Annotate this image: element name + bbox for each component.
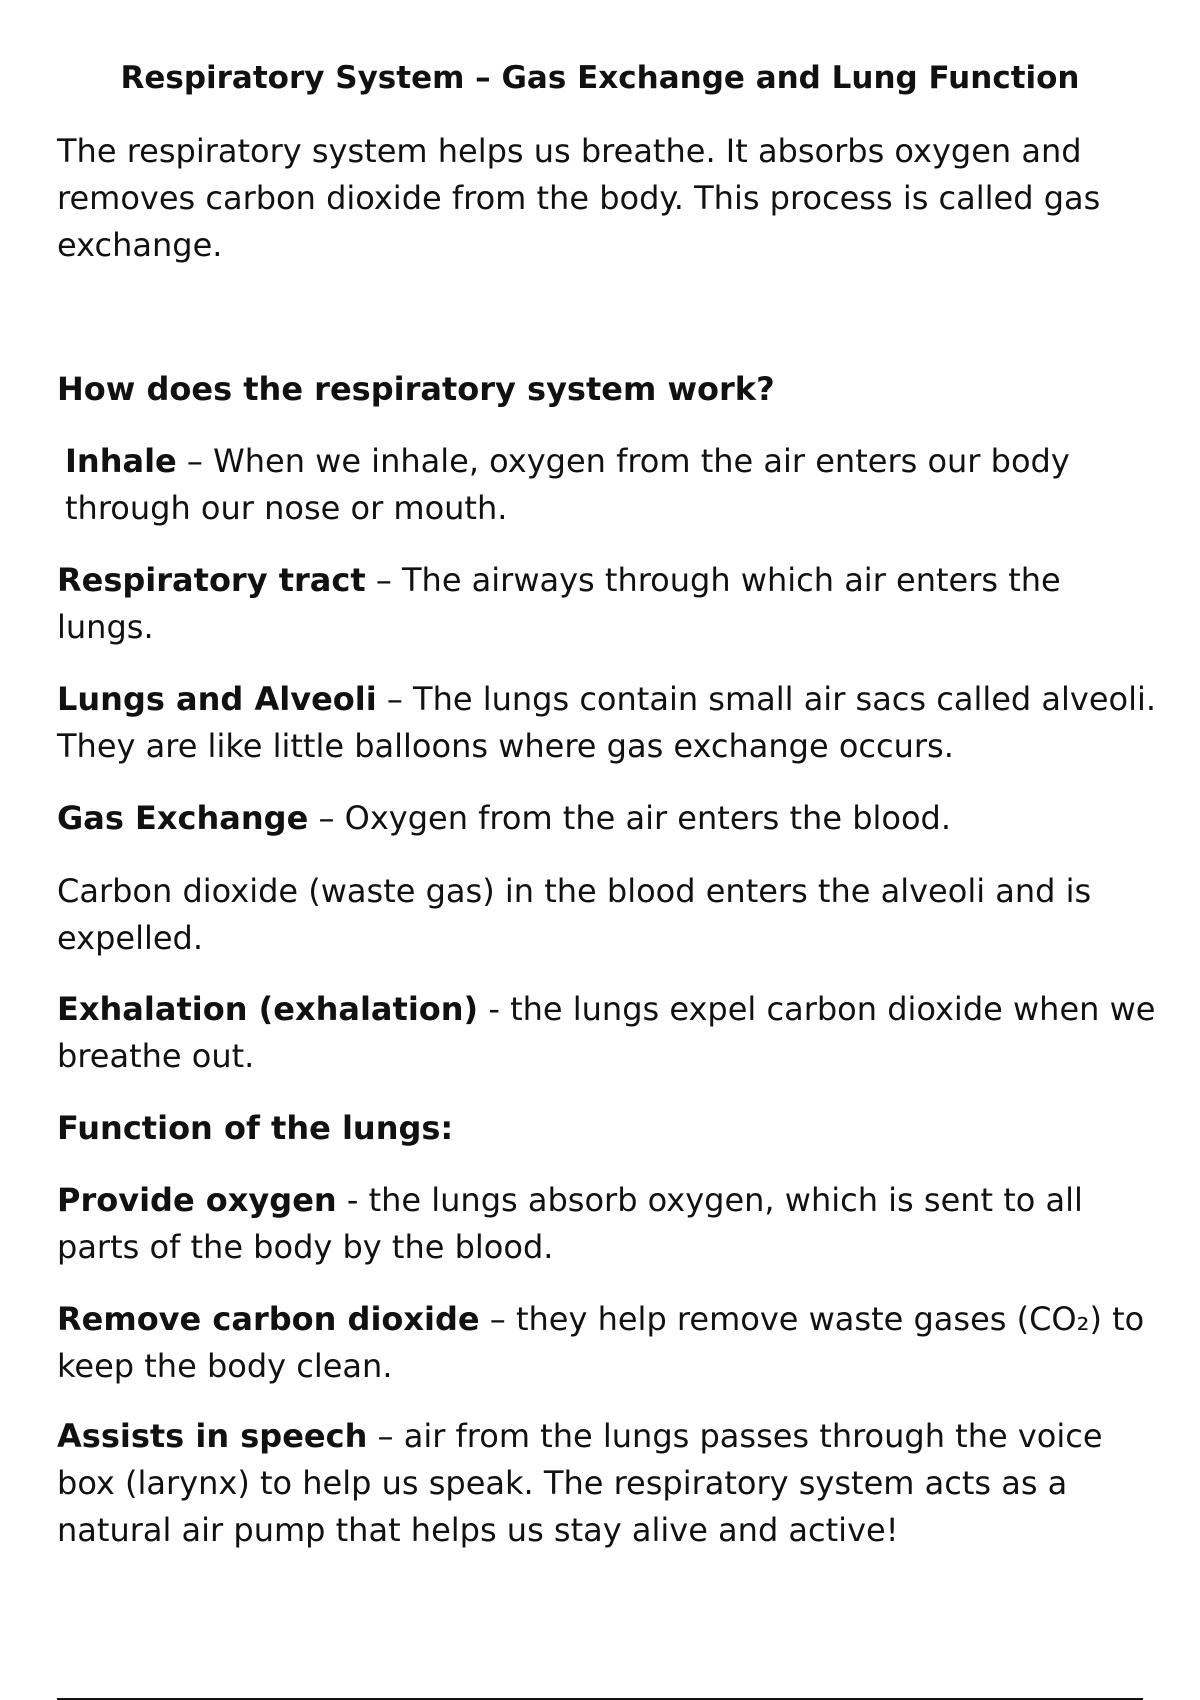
step-term: Lungs and Alveoli (57, 680, 377, 718)
function-heading: Function of the lungs: (57, 1109, 454, 1147)
function-text: – air from the lungs passes through the voice box (larynx) to help us speak. The respiratory system acts as a natural air pump that helps us stay alive and active! (57, 1417, 1103, 1549)
function-provide-oxygen (57, 1177, 1157, 1271)
function-term: Assists in speech (57, 1417, 368, 1455)
exhalation-term: Exhalation (exhalation) (57, 990, 479, 1028)
how-heading: How does the respiratory system work? (57, 370, 775, 408)
function-term: Provide oxygen (57, 1181, 337, 1219)
step-term: Inhale (65, 442, 177, 480)
function-text: – they help remove waste gases (CO₂) to keep the body clean. (57, 1300, 1145, 1385)
step-term: Respiratory tract (57, 561, 366, 599)
function-remove-co2 (57, 1296, 1157, 1390)
co2-paragraph: Carbon dioxide (waste gas) in the blood enters the alveoli and is expelled. (57, 872, 1092, 957)
step-term: Gas Exchange (57, 799, 309, 837)
exhalation-text: - the lungs expel carbon dioxide when we breathe out. (57, 990, 1156, 1075)
step-gas-exchange (57, 795, 1157, 842)
exhalation-paragraph (57, 986, 1157, 1080)
step-inhale (65, 438, 1157, 532)
step-text: – When we inhale, oxygen from the air enters our body through our nose or mouth. (65, 442, 1070, 527)
step-text: – Oxygen from the air enters the blood. (308, 799, 952, 837)
step-respiratory-tract (57, 557, 1157, 651)
step-text: – The airways through which air enters the lungs. (57, 561, 1061, 646)
step-text: – The lungs contain small air sacs called alveoli. They are like little balloons where gas exchange occurs. (57, 680, 1157, 765)
function-term: Remove carbon dioxide (57, 1300, 480, 1338)
page-title: Respiratory System – Gas Exchange and Lung Function (120, 60, 1080, 96)
step-lungs-alveoli (57, 676, 1157, 770)
intro-paragraph: The respiratory system helps us breathe. It absorbs oxygen and removes carbon dioxide from the body. This process is called gas exchange. (57, 132, 1101, 264)
function-assists-speech (57, 1413, 1157, 1554)
function-text: - the lungs absorb oxygen, which is sent to all parts of the body by the blood. (57, 1181, 1083, 1266)
